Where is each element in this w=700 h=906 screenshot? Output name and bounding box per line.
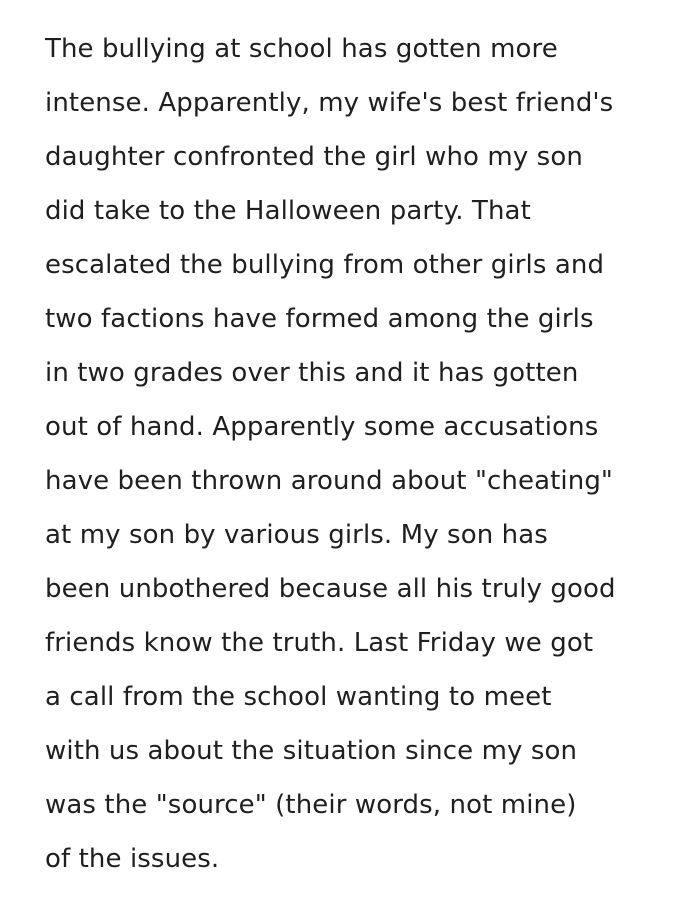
text-line: did take to the Halloween party. That <box>45 196 531 226</box>
text-line: of the issues. <box>45 844 220 874</box>
story-paragraph <box>45 22 695 886</box>
text-line: The bullying at school has gotten more <box>45 34 558 64</box>
text-line: have been thrown around about "cheating" <box>45 466 613 496</box>
text-line: a call from the school wanting to meet <box>45 682 552 712</box>
text-line: daughter confronted the girl who my son <box>45 142 583 172</box>
text-line: at my son by various girls. My son has <box>45 520 548 550</box>
text-line: out of hand. Apparently some accusations <box>45 412 599 442</box>
text-line: intense. Apparently, my wife's best friend's <box>45 88 614 118</box>
text-line: been unbothered because all his truly good <box>45 574 616 604</box>
text-line: friends know the truth. Last Friday we got <box>45 628 594 658</box>
text-line: two factions have formed among the girls <box>45 304 594 334</box>
text-line: with us about the situation since my son <box>45 736 578 766</box>
text-line: was the "source" (their words, not mine) <box>45 790 577 820</box>
text-line: in two grades over this and it has gotten <box>45 358 579 388</box>
text-line: escalated the bullying from other girls and <box>45 250 605 280</box>
